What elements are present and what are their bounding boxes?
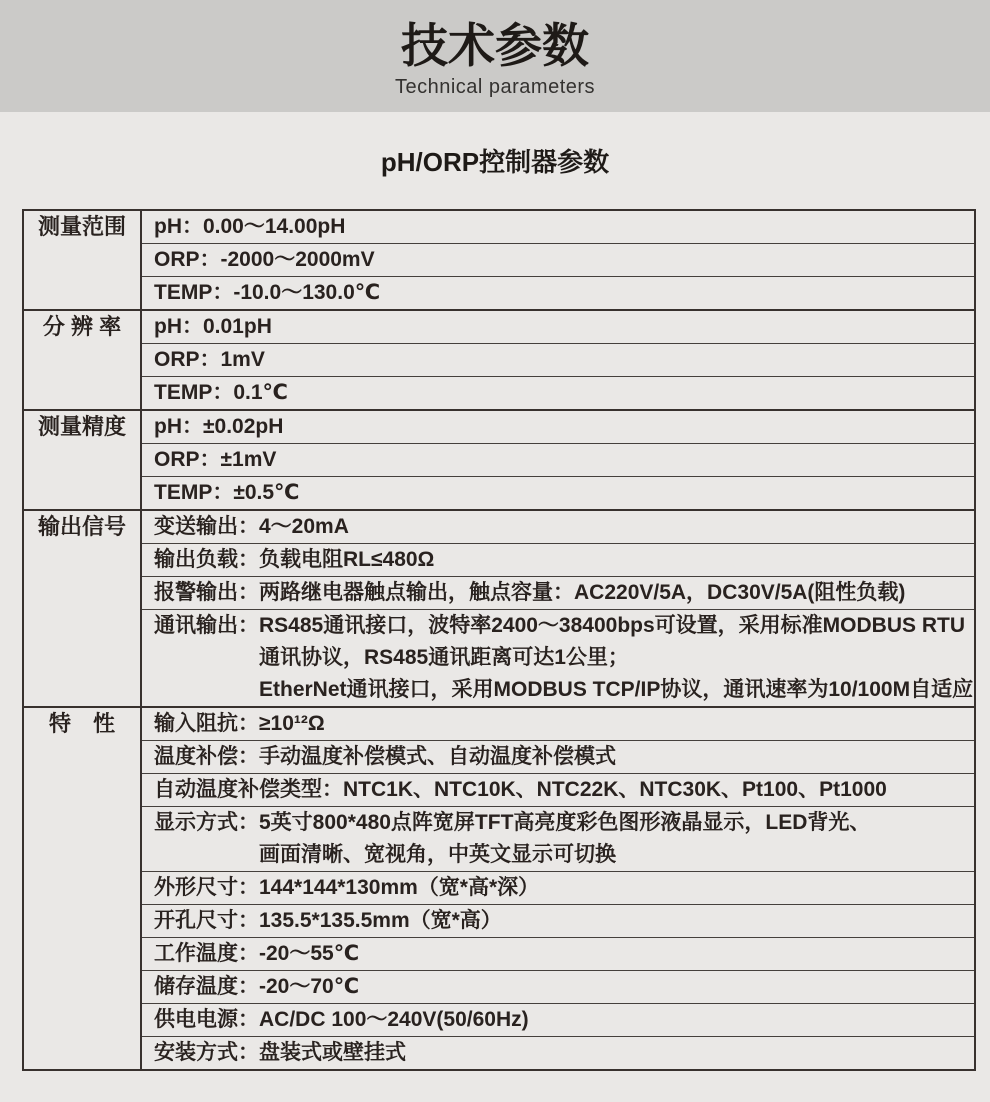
spec-group-label: 分 辨 率 [24,311,142,409]
spec-group-measure-range [24,211,974,311]
spec-row-line: RS485通讯接口，波特率2400～38400bps可设置，采用标准MODBUS RTU [259,614,965,637]
spec-row-ph-accuracy: pH：±0.02pH [142,411,974,444]
spec-row-input-impedance: 输入阻抗：≥10¹²Ω [142,708,974,741]
spec-row-storage-temp: 储存温度：-20～70℃ [142,971,974,1004]
spec-row-label: 显示方式： [154,811,259,834]
spec-row-line: 画面清晰、宽视角，中英文显示可切换 [259,843,616,866]
spec-row-mounting: 安装方式：盘装式或壁挂式 [154,1041,406,1064]
spec-row-working-temp: 工作温度：-20～55℃ [142,938,974,971]
spec-group-label: 输出信号 [24,511,142,706]
spec-row-transmit-output: 变送输出：4～20mA [142,511,974,544]
spec-group-rows [142,211,974,309]
spec-row-auto-temp-comp-types: 自动温度补偿类型：NTC1K、NTC10K、NTC22K、NTC30K、Pt100、Pt1000 [142,774,974,807]
spec-row-display-mode [142,807,974,872]
spec-group-label: 测量精度 [24,411,142,509]
spec-group-resolution [24,311,974,411]
section-title: pH/ORP控制器参数 [380,147,610,177]
spec-row-cutout-dimensions: 开孔尺寸：135.5*135.5mm（宽*高） [142,905,974,938]
spec-row-output-load: 输出负载：负载电阻RL≤480Ω [142,544,974,577]
spec-row-line: 5英寸800*480点阵宽屏TFT高亮度彩色图形液晶显示，LED背光、 [259,811,871,834]
spec-row-alarm-output: 报警输出：两路继电器触点输出，触点容量：AC220V/5A，DC30V/5A(阻性负载) [142,577,974,610]
spec-group-accuracy [24,411,974,511]
spec-row-temp-resolution: TEMP：0.1℃ [154,381,288,404]
spec-row-line: 通讯协议，RS485通讯距离可达1公里； [259,646,629,669]
spec-row-temp-compensation: 温度补偿：手动温度补偿模式、自动温度补偿模式 [142,741,974,774]
spec-table [22,209,976,1071]
spec-group-label: 特 性 [24,708,142,1069]
header-banner [0,0,990,112]
page-subtitle: Technical parameters [394,75,596,98]
spec-group-rows [142,708,974,1069]
spec-group-rows [142,411,974,509]
spec-row-temp-accuracy: TEMP：±0.5℃ [154,481,300,504]
spec-row-lines [259,610,973,706]
spec-row-label: 通讯输出： [154,614,259,637]
spec-group-label: 测量范围 [24,211,142,309]
spec-row-outer-dimensions: 外形尺寸：144*144*130mm（宽*高*深） [142,872,974,905]
spec-row-ph-range: pH：0.00～14.00pH [142,211,974,244]
page-title: 技术参数 [401,18,589,72]
spec-row-orp-range: ORP：-2000～2000mV [142,244,974,277]
spec-group-features [24,708,974,1069]
spec-group-rows [142,311,974,409]
spec-row-comm-output [142,610,974,706]
spec-row-orp-accuracy: ORP：±1mV [142,444,974,477]
spec-row-line: EtherNet通讯接口，采用MODBUS TCP/IP协议，通讯速率为10/100M自适应 [259,678,974,701]
spec-group-output-signal [24,511,974,708]
spec-row-ph-resolution: pH：0.01pH [142,311,974,344]
spec-row-power-supply: 供电电源：AC/DC 100～240V(50/60Hz) [142,1004,974,1037]
spec-row-lines [259,807,870,871]
spec-group-rows [142,511,974,706]
spec-row-temp-range: TEMP：-10.0～130.0℃ [154,281,381,304]
spec-row-orp-resolution: ORP：1mV [142,344,974,377]
